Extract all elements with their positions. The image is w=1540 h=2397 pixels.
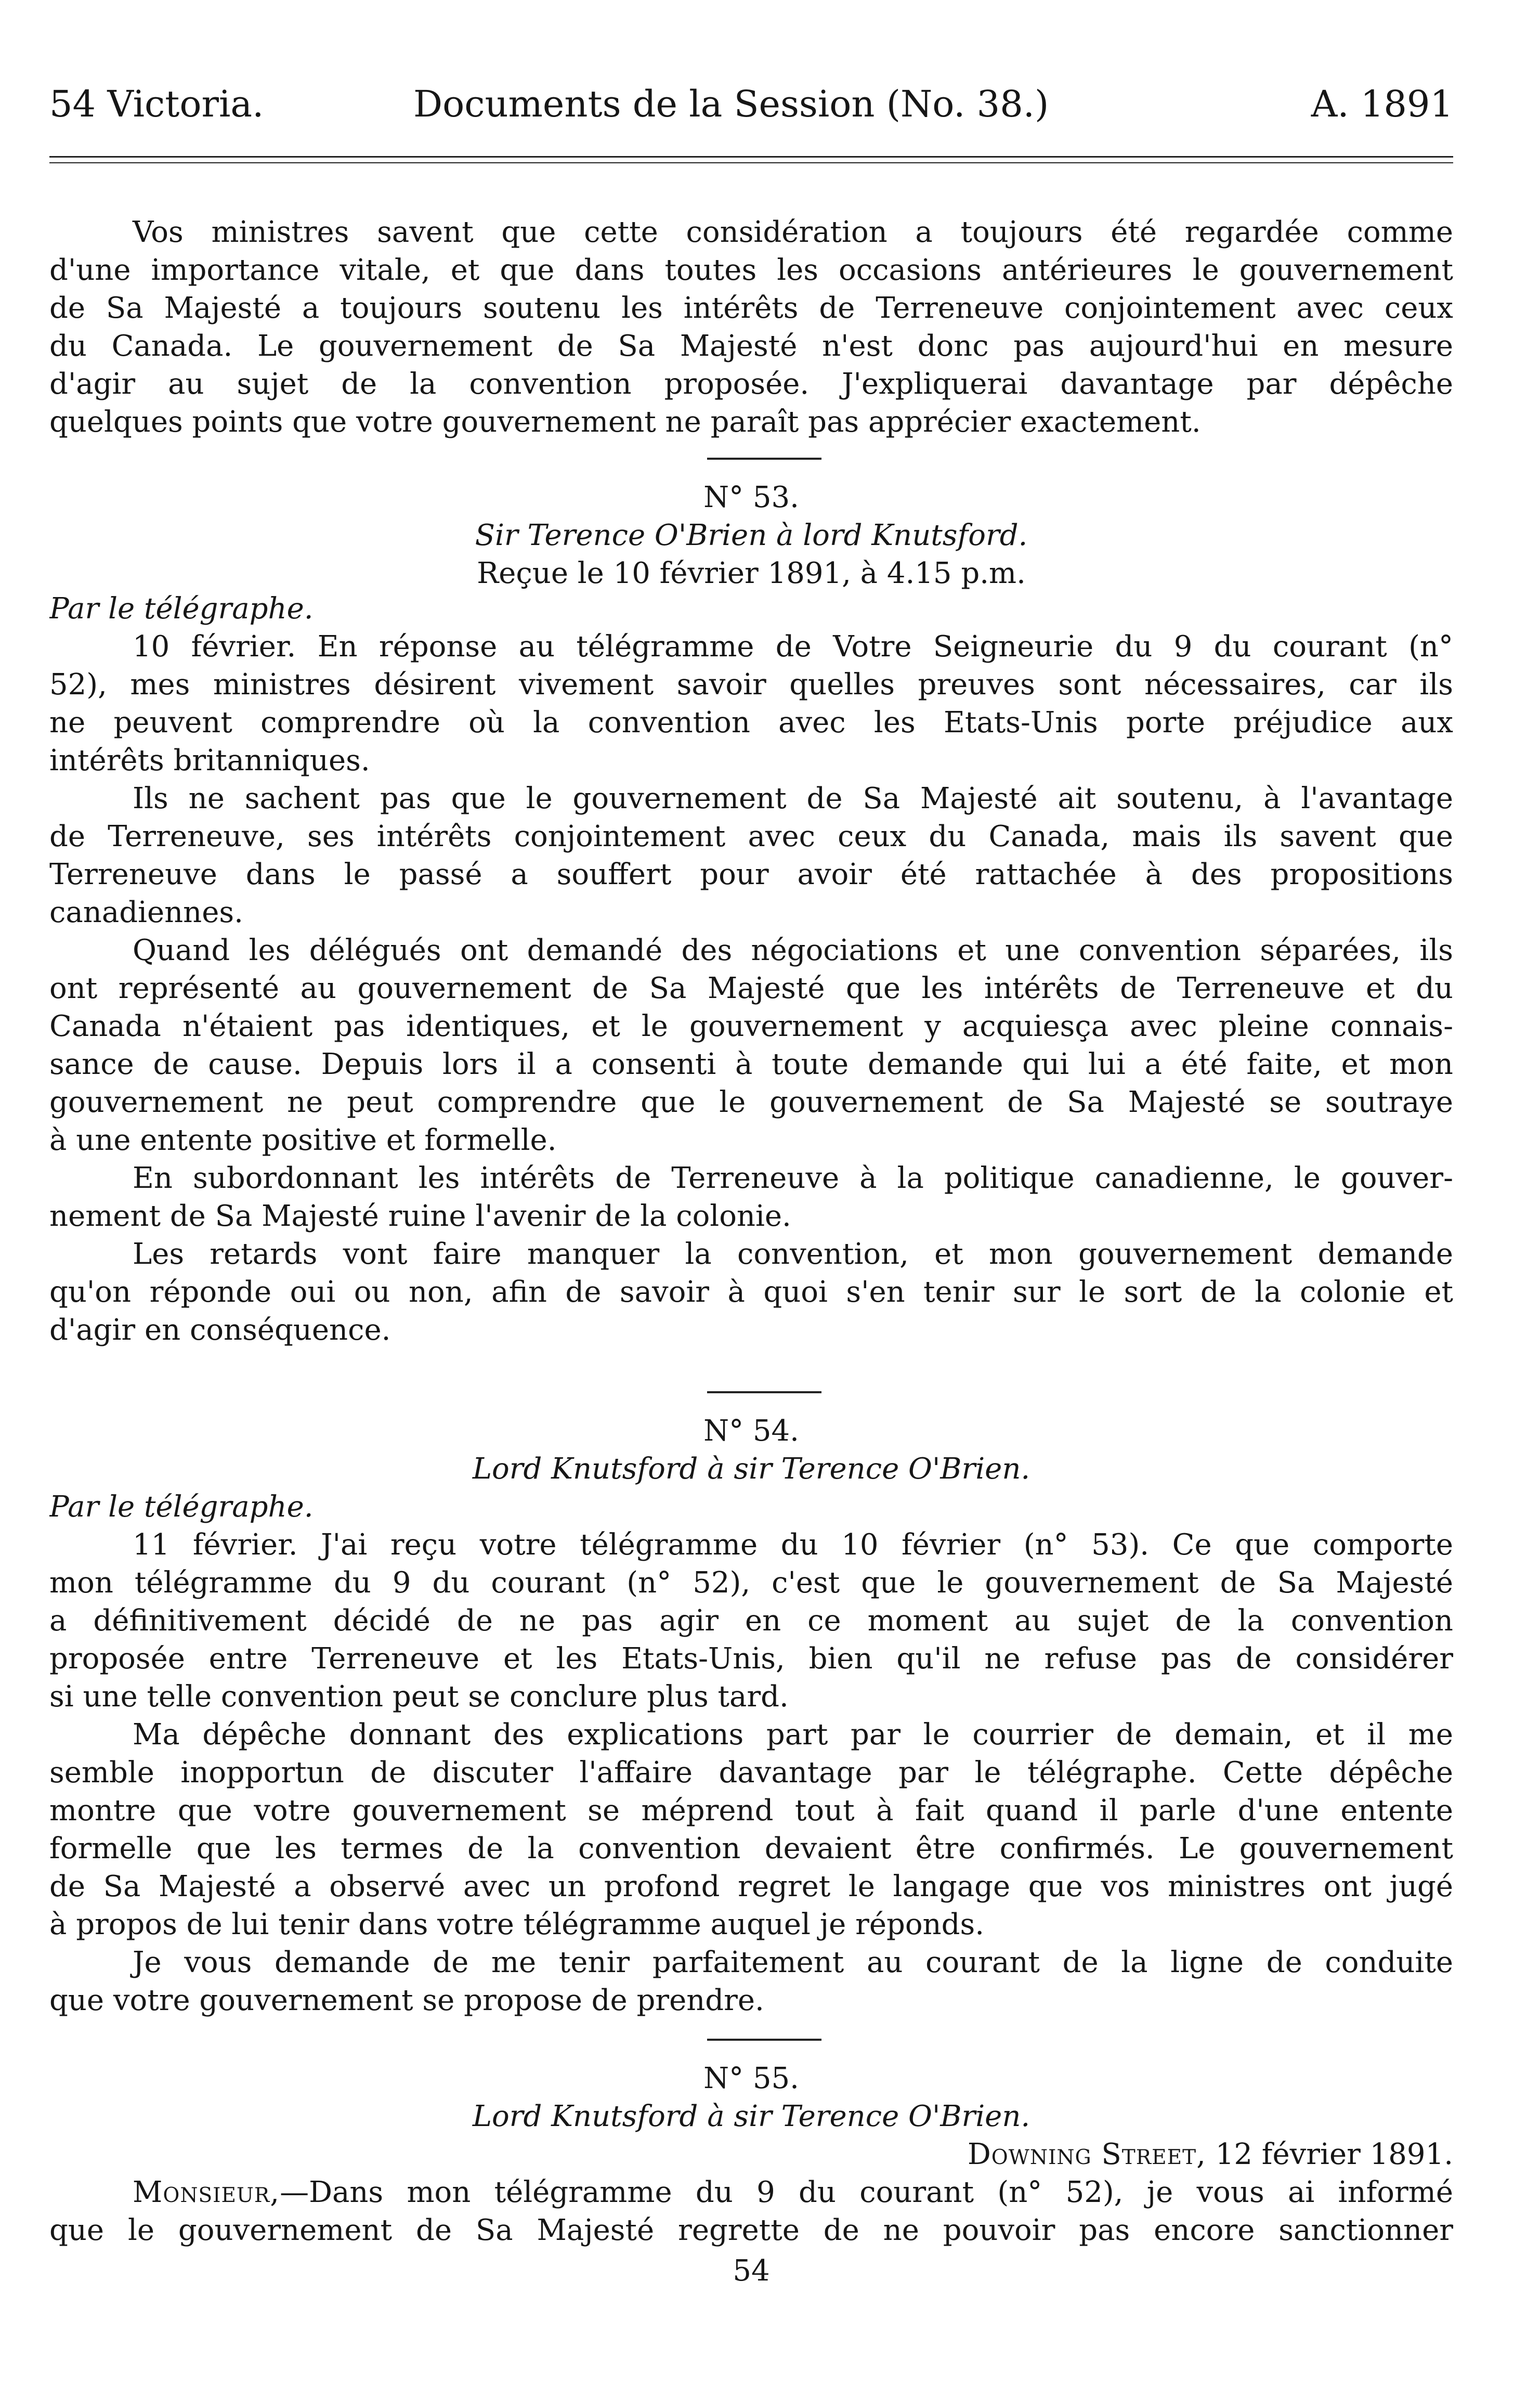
text-line: sance de cause. Depuis lors il a consenti à toute demande qui lui a été faite, et mon (49, 1047, 1453, 1081)
text-line: gouvernement ne peut comprendre que le gouvernement de Sa Majesté se soutraye (49, 1085, 1453, 1119)
page-header (49, 73, 1453, 135)
text-line: proposée entre Terreneuve et les Etats-Unis, bien qu'il ne refuse pas de considérer (49, 1642, 1453, 1676)
section-separator (707, 2039, 821, 2041)
section-separator (707, 1391, 821, 1393)
section-54-heading (49, 1412, 1453, 1488)
section-55-body (49, 2135, 1453, 2249)
text-line: 52), mes ministres désirent vivement savoir quelles preuves sont nécessaires, car ils (49, 668, 1453, 702)
text-line: que votre gouvernement se propose de prendre. (49, 1984, 764, 2017)
text-line: canadiennes. (49, 896, 243, 929)
text-line: Vos ministres savent que cette considération a toujours été regardée comme (133, 215, 1453, 249)
header-year: A. 1891 (1311, 83, 1453, 125)
dateline-date: 12 février 1891. (1206, 2137, 1453, 2171)
dateline-place: Downing Street, (967, 2137, 1206, 2171)
section-title: Sir Terence O'Brien à lord Knutsford. (475, 519, 1028, 552)
text-line: de Sa Majesté a toujours soutenu les intérêts de Terreneuve conjointement avec ceux (49, 291, 1453, 325)
text-line (49, 2173, 1453, 2211)
text-line: ont représenté au gouvernement de Sa Majesté que les intérêts de Terreneuve et du (49, 971, 1453, 1005)
header-session: 54 Victoria. (49, 83, 264, 125)
text-line: quelques points que votre gouvernement ne paraît pas apprécier exactement. (49, 405, 1201, 439)
header-rule-top (49, 156, 1453, 158)
section-53-heading (49, 478, 1453, 592)
text-line: En subordonnant les intérêts de Terreneuve à la politique canadienne, le gouver- (133, 1161, 1453, 1195)
text-line: mon télégramme du 9 du courant (n° 52), c'est que le gouvernement de Sa Majesté (49, 1566, 1453, 1600)
dateline (49, 2135, 1453, 2173)
text-line: de Sa Majesté a observé avec un profond regret le langage que vos ministres ont jugé (49, 1870, 1453, 1903)
telegraph-note: Par le télégraphe. (49, 1490, 314, 1524)
text-line: Les retards vont faire manquer la convention, et mon gouvernement demande (133, 1237, 1453, 1271)
text-line: que le gouvernement de Sa Majesté regrette de ne pouvoir pas encore sanctionner (49, 2213, 1453, 2247)
section-number: N° 53. (703, 481, 799, 514)
intro-paragraph (49, 213, 1453, 441)
text-line: Je vous demande de me tenir parfaitement au courant de la ligne de conduite (133, 1946, 1453, 1979)
text-line: d'une importance vitale, et que dans toutes les occasions antérieures le gouvernement (49, 253, 1453, 287)
text-line: intérêts britanniques. (49, 744, 370, 778)
text-line: ne peuvent comprendre où la convention avec les Etats-Unis porte préjudice aux (49, 706, 1453, 740)
salutation: Monsieur, (133, 2175, 280, 2209)
section-number: N° 54. (703, 1414, 799, 1448)
text-line: d'agir en conséquence. (49, 1313, 391, 1347)
section-55-heading (49, 2059, 1453, 2135)
section-title: Lord Knutsford à sir Terence O'Brien. (472, 2100, 1030, 2133)
section-number: N° 55. (703, 2062, 799, 2095)
text-line: a définitivement décidé de ne pas agir en ce moment au sujet de la convention (49, 1604, 1453, 1638)
text-line: si une telle convention peut se conclure plus tard. (49, 1680, 789, 1714)
text-line: Canada n'étaient pas identiques, et le gouvernement y acquiesça avec pleine connais- (49, 1009, 1453, 1043)
text-line: à une entente positive et formelle. (49, 1123, 557, 1157)
header-rule-bottom (49, 162, 1453, 163)
telegraph-note: Par le télégraphe. (49, 592, 314, 626)
text-line: de Terreneuve, ses intérêts conjointement avec ceux du Canada, mais ils savent que (49, 820, 1453, 853)
page-number: 54 (733, 2254, 770, 2288)
section-title: Lord Knutsford à sir Terence O'Brien. (472, 1452, 1030, 1486)
received-note: Reçue le 10 février 1891, à 4.15 p.m. (477, 556, 1026, 590)
salutation-continuation: —Dans mon télégramme du 9 du courant (n° 52), je vous ai informé (280, 2175, 1453, 2209)
text-line: semble inopportun de discuter l'affaire davantage par le télégraphe. Cette dépêche (49, 1756, 1453, 1790)
section-separator (707, 458, 821, 460)
text-line: formelle que les termes de la convention devaient être confirmés. Le gouvernement (49, 1832, 1453, 1865)
text-line: qu'on réponde oui ou non, afin de savoir à quoi s'en tenir sur le sort de la colonie et (49, 1275, 1453, 1309)
text-line: Ma dépêche donnant des explications part par le courrier de demain, et il me (133, 1718, 1453, 1752)
text-line: Ils ne sachent pas que le gouvernement de Sa Majesté ait soutenu, à l'avantage (133, 782, 1453, 815)
text-line: du Canada. Le gouvernement de Sa Majesté n'est donc pas aujourd'hui en mesure (49, 329, 1453, 363)
text-line: nement de Sa Majesté ruine l'avenir de la colonie. (49, 1199, 791, 1233)
text-line: 10 février. En réponse au télégramme de Votre Seigneurie du 9 du courant (n° (133, 630, 1453, 664)
section-53-body (49, 590, 1453, 1349)
text-line: Terreneuve dans le passé a souffert pour avoir été rattachée à des propositions (49, 858, 1453, 891)
text-line: Quand les délégués ont demandé des négociations et une convention séparées, ils (133, 934, 1453, 967)
header-title: Documents de la Session (No. 38.) (413, 83, 1049, 125)
text-line: 11 février. J'ai reçu votre télégramme du 10 février (n° 53). Ce que comporte (133, 1528, 1453, 1562)
page-footer (49, 2252, 1453, 2290)
text-line: à propos de lui tenir dans votre télégramme auquel je réponds. (49, 1908, 984, 1941)
section-54-body (49, 1488, 1453, 2019)
text-line: d'agir au sujet de la convention proposée. J'expliquerai davantage par dépêche (49, 367, 1453, 401)
text-line: montre que votre gouvernement se méprend tout à fait quand il parle d'une entente (49, 1794, 1453, 1828)
